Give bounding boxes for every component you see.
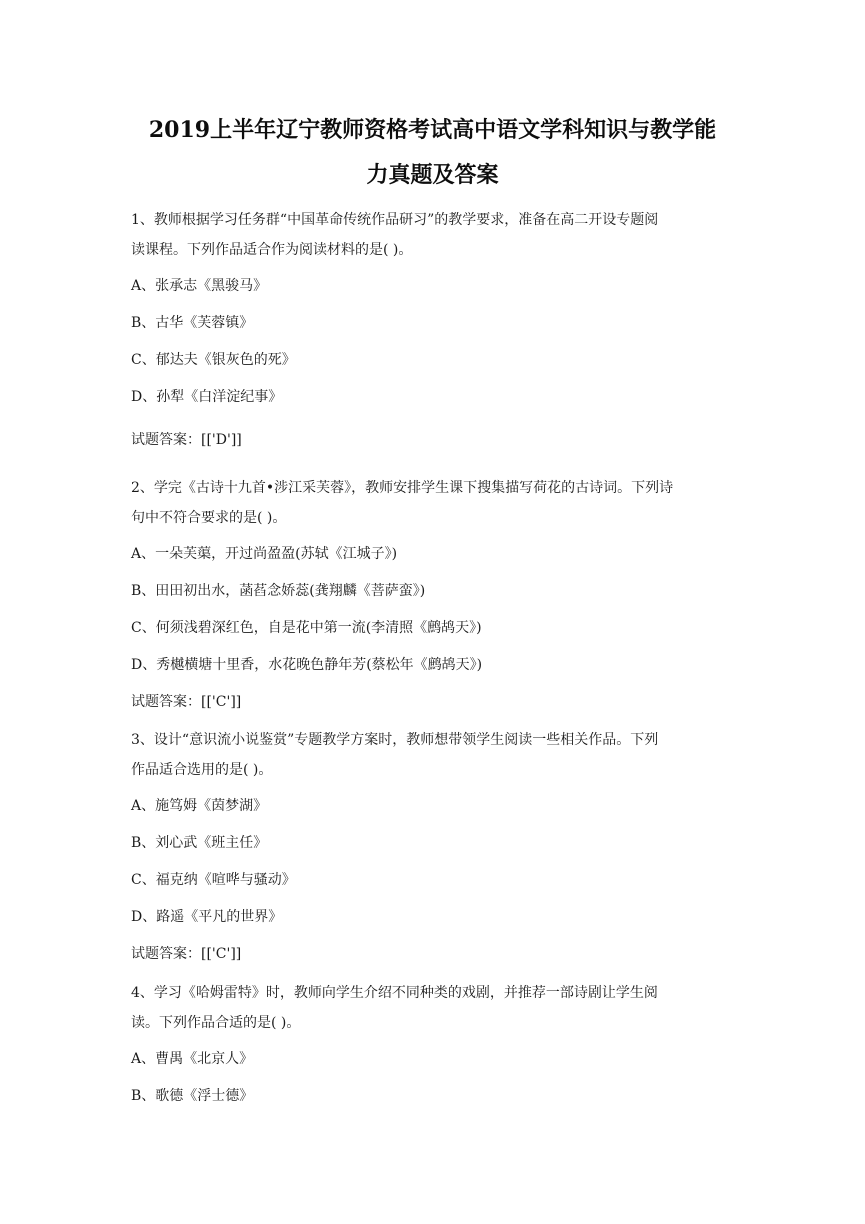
question-2-option-b: B、田田初出水，菡萏念娇蕊(龚翔麟《菩萨蛮》) xyxy=(131,583,426,599)
question-1-option-d: D、孙犁《白洋淀纪事》 xyxy=(131,389,283,405)
question-4-stem-line-2: 读。下列作品合适的是( )。 xyxy=(131,1015,301,1031)
question-1-answer: 试题答案：[['D']] xyxy=(131,432,242,448)
question-2-option-d: D、秀樾横塘十里香，水花晚色静年芳(蔡松年《鹧鸪天》) xyxy=(131,657,483,673)
question-1-stem-line-2: 读课程。下列作品适合作为阅读材料的是( )。 xyxy=(131,242,413,258)
question-3-stem-line-2: 作品适合选用的是( )。 xyxy=(131,762,273,778)
question-3-option-a: A、施笃姆《茵梦湖》 xyxy=(131,798,268,814)
question-1-option-c: C、郁达夫《银灰色的死》 xyxy=(131,352,296,368)
question-2-stem-line-2: 句中不符合要求的是( )。 xyxy=(131,510,287,526)
question-1-stem-line-1: 1、教师根据学习任务群“中国革命传统作品研习”的教学要求，准备在高二开设专题阅 xyxy=(131,212,659,228)
question-2-answer: 试题答案：[['C']] xyxy=(131,694,242,710)
question-2-stem-line-1: 2、学完《古诗十九首•涉江采芙蓉》，教师安排学生课下搜集描写荷花的古诗词。下列诗 xyxy=(131,480,674,496)
question-2-option-a: A、一朵芙蕖，开过尚盈盈(苏轼《江城子》) xyxy=(131,546,398,562)
question-3-stem-line-1: 3、设计“意识流小说鉴赏”专题教学方案时，教师想带领学生阅读一些相关作品。下列 xyxy=(131,732,659,748)
question-3-option-b: B、刘心武《班主任》 xyxy=(131,835,268,851)
question-2-option-c: C、何须浅碧深红色，自是花中第一流(李清照《鹧鸪天》) xyxy=(131,620,482,636)
question-1-option-b: B、古华《芙蓉镇》 xyxy=(131,315,254,331)
question-4-stem-line-1: 4、学习《哈姆雷特》时，教师向学生介绍不同种类的戏剧，并推荐一部诗剧让学生阅 xyxy=(131,985,658,1001)
question-1-option-a: A、张承志《黑骏马》 xyxy=(131,278,268,294)
document-title-line-1: 2019上半年辽宁教师资格考试高中语文学科知识与教学能 xyxy=(148,117,717,143)
question-3-option-d: D、路遥《平凡的世界》 xyxy=(131,909,283,925)
question-4-option-a: A、曹禺《北京人》 xyxy=(131,1051,254,1067)
question-3-option-c: C、福克纳《喧哗与骚动》 xyxy=(131,872,296,888)
document-title-line-2: 力真题及答案 xyxy=(366,162,499,188)
question-4-option-b: B、歌德《浮士德》 xyxy=(131,1088,254,1104)
question-3-answer: 试题答案：[['C']] xyxy=(131,946,242,962)
